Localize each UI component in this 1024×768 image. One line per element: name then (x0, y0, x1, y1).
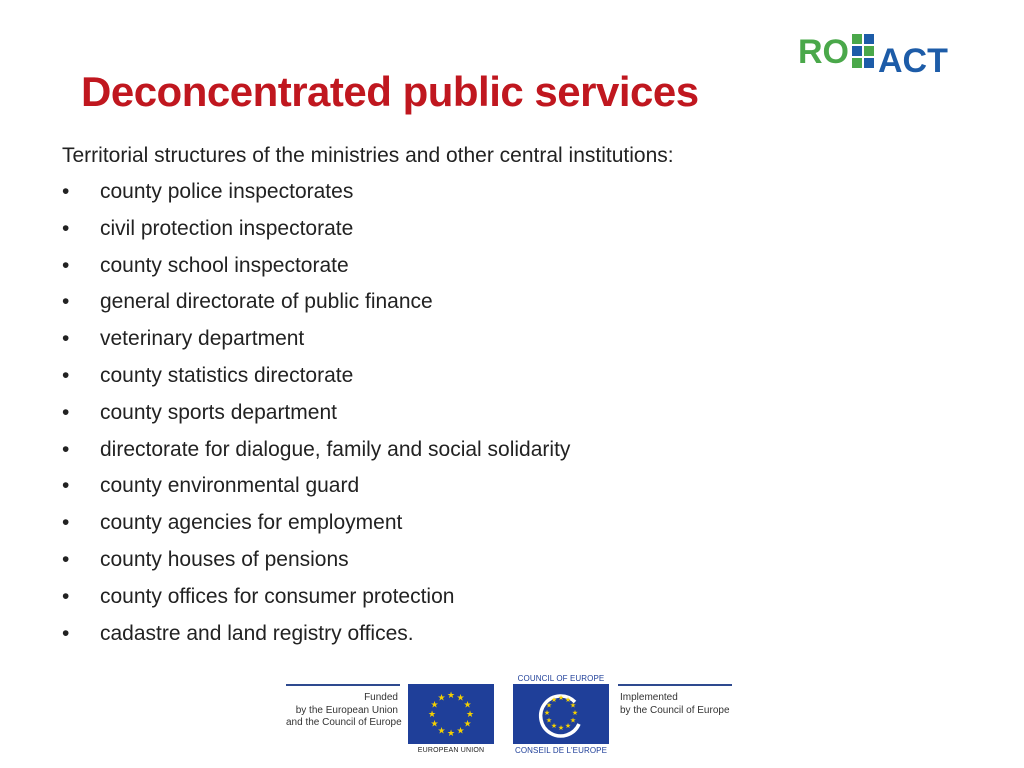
bullet-icon: • (62, 180, 70, 203)
romact-logo-mark (798, 30, 970, 76)
svg-text:★: ★ (463, 719, 472, 730)
svg-text:★: ★ (571, 709, 579, 717)
svg-text:★: ★ (430, 700, 439, 711)
bullet-icon: • (62, 511, 70, 535)
svg-text:★: ★ (550, 722, 558, 730)
eu-label: EUROPEAN UNION (417, 747, 485, 754)
svg-text:★: ★ (543, 709, 551, 717)
eu-flag-icon (408, 684, 494, 744)
svg-text:★: ★ (564, 722, 572, 730)
svg-text:★: ★ (463, 700, 472, 711)
funded-rule (286, 684, 400, 686)
svg-text:★: ★ (446, 729, 456, 739)
svg-text:★: ★ (545, 716, 553, 725)
bullet-icon: • (62, 400, 70, 424)
implemented-text: Implemented by the Council of Europe (620, 692, 730, 716)
bullet-icon: • (62, 253, 70, 277)
bullet-icon: • (62, 474, 70, 498)
funding-footer (286, 674, 732, 760)
bullet-icon: • (62, 290, 70, 314)
romact-logo (798, 30, 970, 76)
bullet-icon: • (62, 327, 70, 351)
svg-text:★: ★ (437, 693, 446, 704)
svg-text:★: ★ (427, 710, 437, 720)
logo-text-ro: RO (798, 33, 849, 71)
svg-text:★: ★ (456, 693, 465, 704)
svg-text:★: ★ (564, 696, 572, 704)
bullet-icon: • (62, 547, 70, 571)
svg-text:★: ★ (437, 726, 446, 737)
logo-mosaic-icon (852, 34, 874, 68)
coe-stars-icon (513, 684, 609, 744)
funded-text: Funded by the European Union and the Council of Europe (286, 692, 402, 728)
intro-text: Territorial structures of the ministries and other central institutions: (62, 144, 674, 167)
coe-label-en: COUNCIL OF EUROPE (517, 674, 605, 683)
coe-label-fr: CONSEIL DE L'EUROPE (514, 746, 608, 755)
bullet-icon: • (62, 621, 70, 645)
slide: RO ACT Deconcentrated public services Territorial structures of the ministries and other central institutions: • county police inspectorates • civil protection inspectorate • county school inspectorate • general directorate of public finance • veterinary department • county statistics directorate • county sports department • directorate for dialogue, family and social solidarity • county environmental guard • county agencies for employment • county houses of pensions • county offices for consumer protection • cadastre and land registry offices. Funded by the European Union and the Council of Europe ★ ★ ★ ★ ★ ★ ★ ★ ★ ★ ★ ★ EUROPEAN UNION COUNCIL OF EUROPE ★ ★ ★ ★ ★ ★ ★ ★ ★ ★ ★ ★ CONSEIL DE L'EUROPE Implemented by the Council of Europe (0, 0, 1024, 768)
slide-title: Deconcentrated public services (81, 68, 699, 115)
logo-text-act: ACT (878, 42, 948, 76)
bullet-icon: • (62, 216, 70, 240)
svg-text:★: ★ (430, 719, 439, 730)
svg-text:★: ★ (569, 701, 577, 710)
svg-text:★: ★ (569, 716, 577, 725)
implemented-rule (618, 684, 732, 686)
svg-text:★: ★ (465, 710, 475, 720)
bullet-icon: • (62, 363, 70, 387)
svg-text:★: ★ (456, 726, 465, 737)
bullet-icon: • (62, 437, 70, 461)
svg-text:★: ★ (557, 694, 565, 702)
bullet-icon: • (62, 584, 70, 608)
eu-stars-icon (408, 684, 494, 744)
council-of-europe-logo-icon (513, 684, 609, 744)
svg-text:★: ★ (446, 691, 456, 701)
svg-text:★: ★ (545, 701, 553, 710)
svg-text:★: ★ (550, 696, 558, 704)
svg-text:★: ★ (557, 724, 565, 732)
